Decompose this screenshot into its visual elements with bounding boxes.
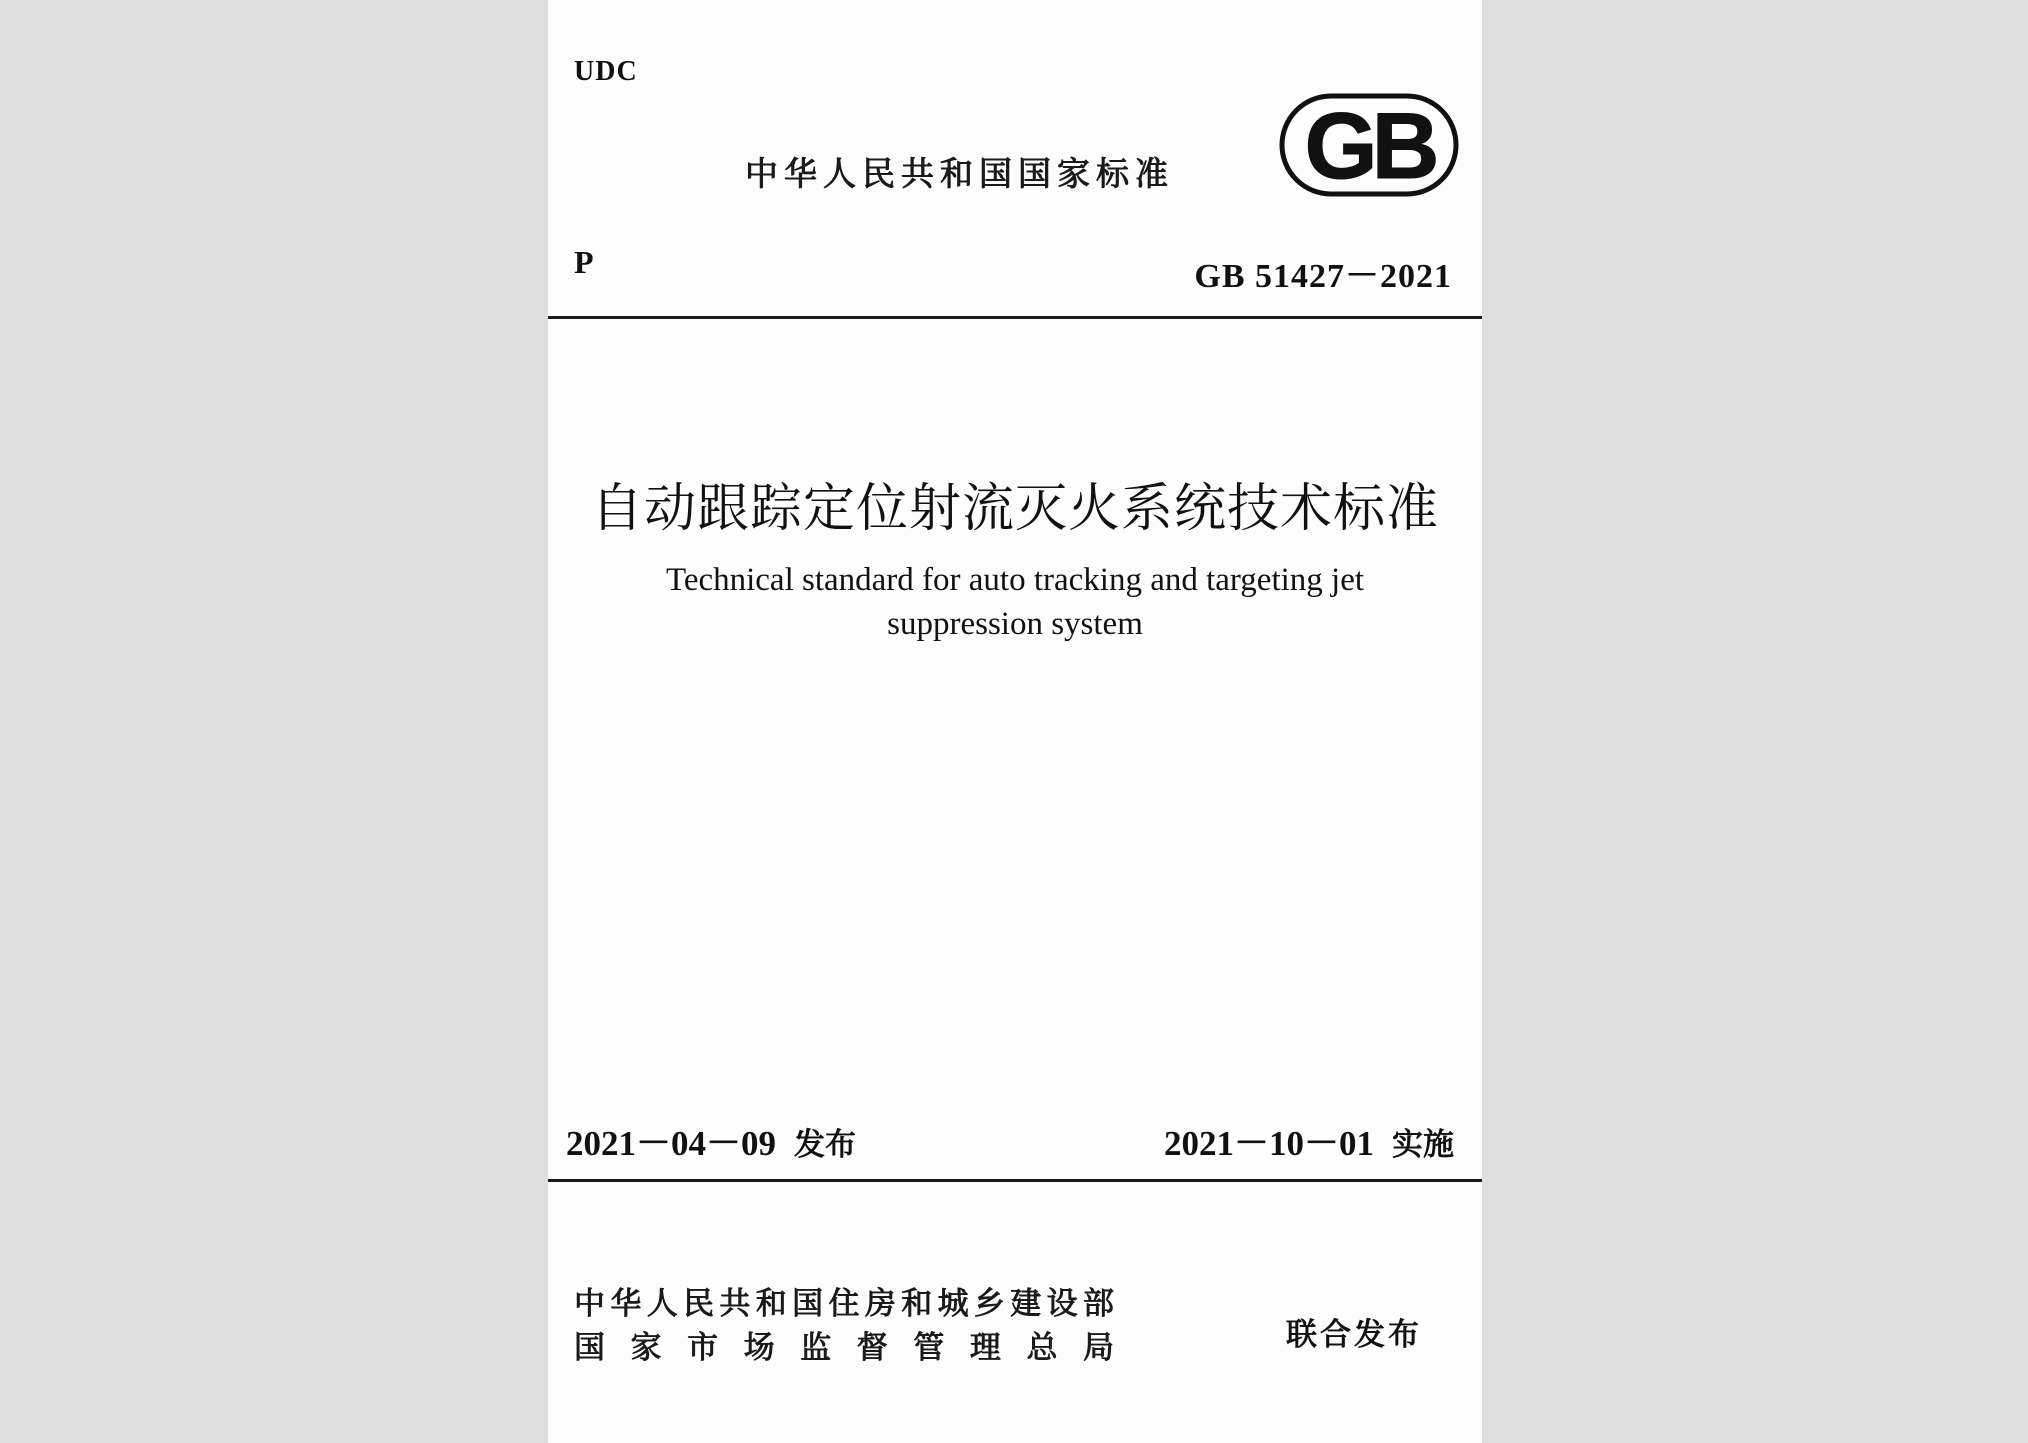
issuer-ministry: 中华人民共和国住房和城乡建设部 bbox=[574, 1286, 1114, 1322]
national-standard-heading: 中华人民共和国国家标准 bbox=[745, 154, 1174, 193]
gb-logo-text: GB bbox=[1304, 93, 1434, 198]
implement-date-value: 2021－10－01 bbox=[1163, 1124, 1374, 1163]
title-chinese: 自动跟踪定位射流灭火系统技术标准 bbox=[590, 479, 1439, 539]
issuing-authorities bbox=[574, 1282, 1114, 1370]
issue-date bbox=[566, 1116, 856, 1166]
top-divider bbox=[548, 316, 1482, 319]
standard-number: GB 51427－2021 bbox=[1194, 258, 1452, 295]
issue-date-value: 2021－04－09 bbox=[566, 1124, 777, 1163]
issuer-samr: 国家市场监督管理总局 bbox=[574, 1330, 1114, 1366]
implement-date bbox=[1164, 1116, 1454, 1166]
title-english-line1: Technical standard for auto tracking and targeting jet bbox=[665, 562, 1365, 598]
issue-date-label: 发布 bbox=[794, 1127, 857, 1163]
bottom-divider bbox=[548, 1179, 1482, 1182]
title-english-line2: suppression system bbox=[887, 606, 1143, 642]
joint-issue-label: 联合发布 bbox=[1286, 1317, 1422, 1353]
category-code: P bbox=[574, 244, 594, 280]
title-english bbox=[588, 558, 1442, 646]
udc-label: UDC bbox=[574, 56, 638, 87]
document-cover bbox=[548, 0, 1482, 1443]
implement-date-label: 实施 bbox=[1392, 1127, 1454, 1163]
gb-logo bbox=[1278, 92, 1460, 198]
